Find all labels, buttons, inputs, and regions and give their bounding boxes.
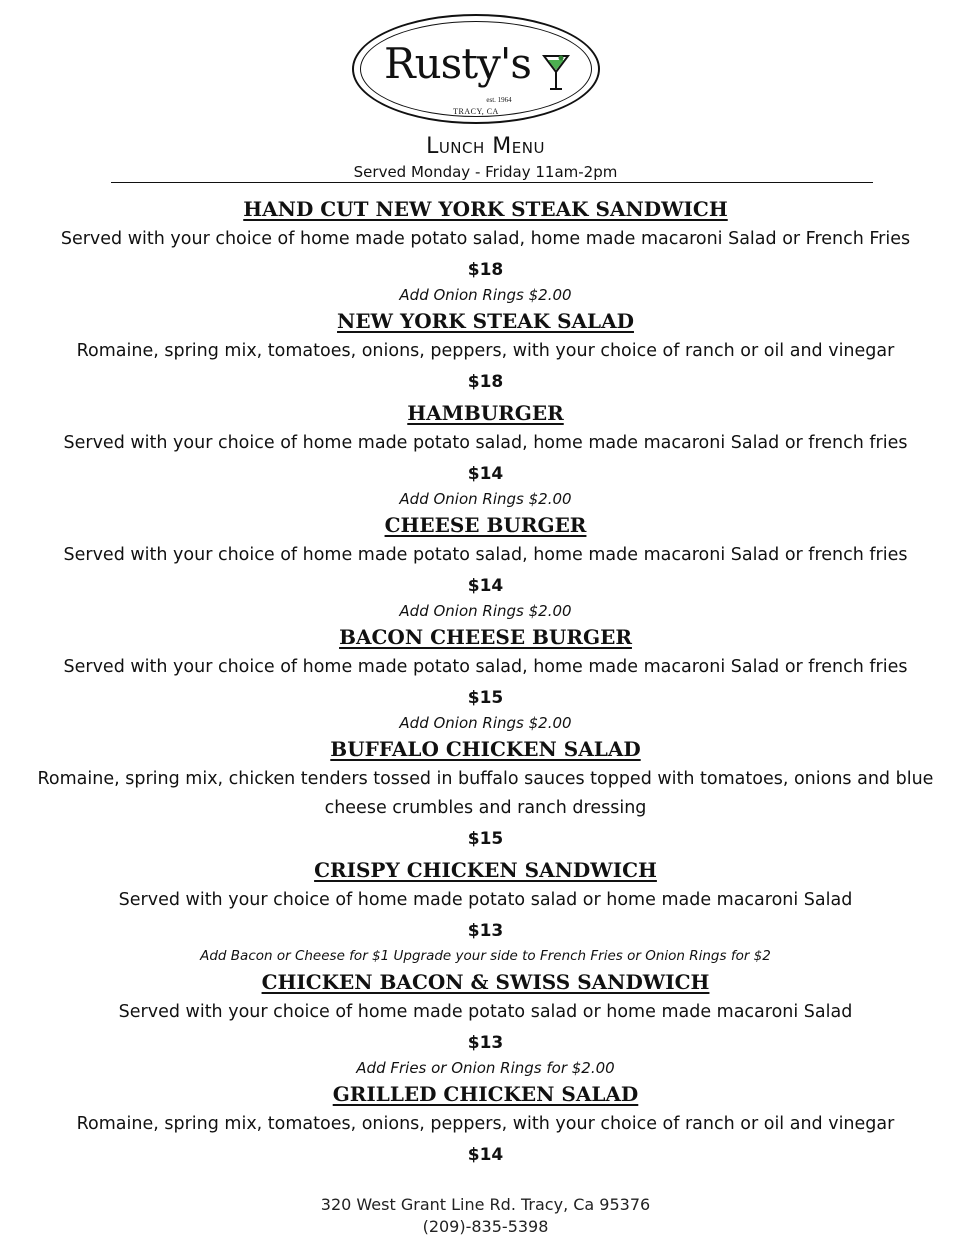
menu-item-name: BACON CHEESE BURGER [339,625,632,649]
menu-item-name: NEW YORK STEAK SALAD [337,309,634,333]
menu-item [0,624,971,733]
menu-item-name: CHEESE BURGER [384,513,587,537]
menu-item-description: Served with your choice of home made potato salad, home made macaroni Salad or french fries [63,657,908,677]
menu-item-description: Romaine, spring mix, tomatoes, onions, peppers, with your choice of ranch or oil and vinegar [76,341,895,361]
menu-item [0,308,971,400]
menu-item-description: Romaine, spring mix, chicken tenders tossed in buffalo sauces topped with tomatoes, onions and blue cheese crumbles and ranch dressing [37,769,934,818]
menu-item [0,512,971,621]
menu-item-name: CRISPY CHICKEN SANDWICH [314,858,657,882]
logo-name: Rusty's [384,39,531,88]
martini-glass-icon [542,52,570,94]
menu-item-price: $13 [467,921,504,941]
menu-items [0,196,971,1173]
menu-item-price: $13 [467,1033,504,1053]
menu-item-note: Add Onion Rings $2.00 [399,602,572,620]
menu-item-description: Served with your choice of home made potato salad, home made macaroni Salad or french fries [63,545,908,565]
menu-item-name: GRILLED CHICKEN SALAD [332,1082,639,1106]
footer-phone: (209)-835-5398 [422,1217,549,1236]
menu-item-name: HAMBURGER [407,401,564,425]
menu-item-price: $18 [467,372,504,392]
menu-item [0,196,971,305]
menu-item [0,400,971,509]
menu-item-price: $15 [467,829,504,849]
served-hours: Served Monday - Friday 11am-2pm [353,163,618,181]
menu-item [0,736,971,857]
menu-item-price: $14 [467,576,504,596]
logo-city: TRACY, CA [453,107,499,116]
menu-item-name: CHICKEN BACON & SWISS SANDWICH [261,970,710,994]
menu-item-description: Served with your choice of home made potato salad, home made macaroni Salad or French Fries [60,229,911,249]
menu-item-price: $15 [467,688,504,708]
menu-item-price: $14 [467,1145,504,1165]
menu-item-description: Served with your choice of home made potato salad, home made macaroni Salad or french fries [63,433,908,453]
menu-item-name: HAND CUT NEW YORK STEAK SANDWICH [243,197,728,221]
header-divider [111,182,873,183]
menu-item-note: Add Onion Rings $2.00 [399,286,572,304]
menu-title: Lunch Menu [426,134,545,159]
menu-item-note: Add Onion Rings $2.00 [399,714,572,732]
menu-item [0,969,971,1078]
footer-address: 320 West Grant Line Rd. Tracy, Ca 95376 [320,1195,651,1214]
footer [0,1194,971,1238]
menu-item-price: $18 [467,260,504,280]
menu-item-name: BUFFALO CHICKEN SALAD [330,737,641,761]
menu-item-note: Add Bacon or Cheese for $1 Upgrade your side to French Fries or Onion Rings for $2 [200,948,771,964]
menu-item-description: Served with your choice of home made potato salad or home made macaroni Salad [118,890,853,910]
menu-item [0,857,971,966]
menu-item-note: Add Onion Rings $2.00 [399,490,572,508]
menu-item-price: $14 [467,464,504,484]
logo-est: est. 1964 [486,96,512,104]
menu-item-description: Served with your choice of home made potato salad or home made macaroni Salad [118,1002,853,1022]
menu-item [0,1081,971,1173]
rustys-logo [352,14,606,128]
menu-item-description: Romaine, spring mix, tomatoes, onions, peppers, with your choice of ranch or oil and vinegar [76,1114,895,1134]
menu-item-note: Add Fries or Onion Rings for $2.00 [356,1059,615,1077]
